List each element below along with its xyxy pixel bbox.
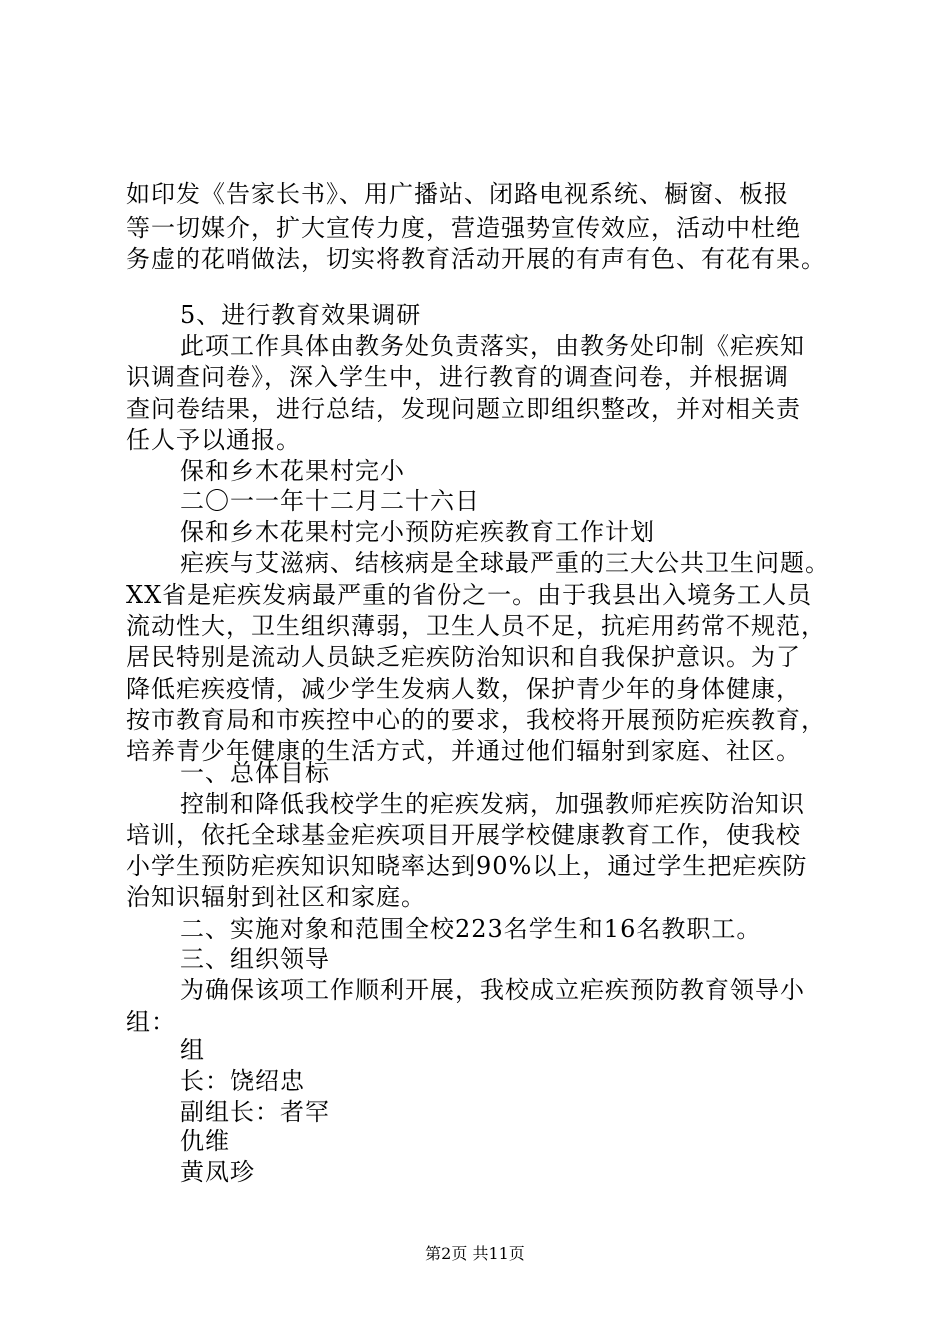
paragraph-line: 控制和降低我校学生的疟疾发病，加强教师疟疾防治知识 — [180, 790, 805, 818]
paragraph-line: 此项工作具体由教务处负责落实，由教务处印制《疟疾知 — [180, 332, 805, 360]
page-number: 第2页 共11页 — [425, 1244, 525, 1263]
paragraph-line: 任人予以通报。 — [126, 426, 301, 454]
list-item: 副组长：者罕 — [180, 1098, 330, 1126]
paragraph-line: 疟疾与艾滋病、结核病是全球最严重的三大公共卫生问题。 — [180, 549, 830, 577]
paragraph-line: 查问卷结果，进行总结，发现问题立即组织整改，并对相关责 — [126, 395, 801, 423]
section-heading: 5、进行教育效果调研 — [180, 301, 422, 329]
signature-date: 二〇一一年十二月二十六日 — [180, 487, 480, 515]
paragraph-line: 小学生预防疟疾知识知晓率达到90%以上，通过学生把疟疾防 — [126, 852, 808, 880]
list-item: 长：饶绍忠 — [180, 1067, 305, 1095]
signature-school: 保和乡木花果村完小 — [180, 457, 405, 485]
section-heading: 一、总体目标 — [180, 759, 330, 787]
paragraph-line: 等一切媒介，扩大宣传力度，营造强势宣传效应，活动中杜绝 — [126, 214, 801, 242]
list-item: 黄凤珍 — [180, 1158, 255, 1186]
document-title: 保和乡木花果村完小预防疟疾教育工作计划 — [180, 518, 655, 546]
list-item: 组 — [180, 1036, 205, 1064]
paragraph-line: 为确保该项工作顺利开展，我校成立疟疾预防教育领导小 — [180, 976, 805, 1004]
paragraph-line: 降低疟疾疫情，减少学生发病人数，保护青少年的身体健康， — [126, 675, 801, 703]
paragraph-line: 治知识辐射到社区和家庭。 — [126, 883, 426, 911]
paragraph-line: 务虚的花哨做法，切实将教育活动开展的有声有色、有花有果。 — [126, 245, 826, 273]
paragraph-line: 居民特别是流动人员缺乏疟疾防治知识和自我保护意识。为了 — [126, 643, 801, 671]
paragraph-line: 流动性大，卫生组织薄弱，卫生人员不足，抗疟用药常不规范， — [126, 612, 826, 640]
paragraph-line: XX省是疟疾发病最严重的省份之一。由于我县出入境务工人员 — [126, 581, 813, 609]
paragraph-line: 培训，依托全球基金疟疾项目开展学校健康教育工作，使我校 — [126, 821, 801, 849]
paragraph-line: 组： — [126, 1008, 176, 1036]
list-item: 仇维 — [180, 1127, 230, 1155]
paragraph-line: 培养青少年健康的生活方式，并通过他们辐射到家庭、社区。 — [126, 737, 801, 765]
section-heading: 二、实施对象和范围全校223名学生和16名教职工。 — [180, 915, 762, 943]
paragraph-line: 按市教育局和市疾控中心的的要求，我校将开展预防疟疾教育， — [126, 706, 826, 734]
section-heading: 三、组织领导 — [180, 945, 330, 973]
paragraph-line: 识调查问卷》，深入学生中，进行教育的调查问卷，并根据调 — [126, 363, 789, 391]
paragraph-line: 如印发《告家长书》、用广播站、闭路电视系统、橱窗、板报 — [126, 180, 789, 208]
